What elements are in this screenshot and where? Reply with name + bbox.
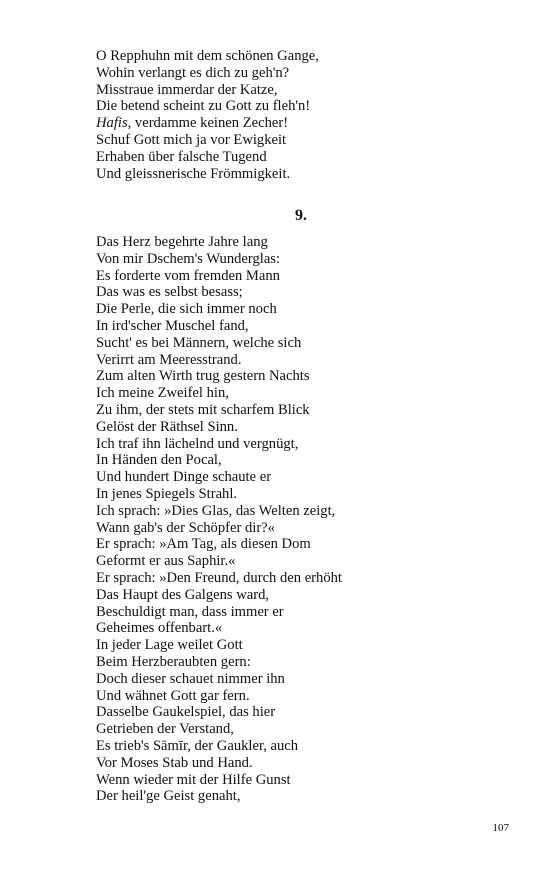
poem-line: Verirrt am Meeresstrand. — [96, 351, 242, 368]
poem-line: Die Perle, die sich immer noch — [96, 301, 277, 318]
poem-line: Geheimes offenbart.« — [96, 620, 223, 637]
poem-line: Gelöst der Räthsel Sinn. — [96, 418, 238, 435]
poem-line: Dasselbe Gaukelspiel, das hier — [96, 704, 276, 721]
poem-line: Die betend scheint zu Gott zu fleh'n! — [96, 98, 311, 115]
poem-line: Und gleissnerische Frömmigkeit. — [96, 165, 291, 182]
poem-line: Vor Moses Stab und Hand. — [96, 754, 253, 771]
poem-line: In jenes Spiegels Strahl. — [96, 485, 238, 502]
poem-line: Geformt er aus Saphir.« — [96, 553, 236, 570]
poem-line: Zum alten Wirth trug gestern Nachts — [96, 368, 310, 385]
poem-line: Es forderte vom fremden Mann — [96, 267, 280, 284]
poem-line: Sucht' es bei Männern, welche sich — [96, 334, 302, 351]
poem-line: Schuf Gott mich ja vor Ewigkeit — [96, 131, 287, 148]
poem-line: Ich traf ihn lächelnd und vergnügt, — [96, 435, 299, 452]
line-remainder: , verdamme keinen Zecher! — [127, 115, 289, 132]
poem-line: Er sprach: »Am Tag, als diesen Dom — [96, 536, 311, 553]
poem-line: In ird'scher Muschel fand, — [96, 317, 249, 334]
poem-line: Und hundert Dinge schaute er — [96, 469, 272, 486]
poem-line: Das Haupt des Galgens ward, — [96, 586, 270, 603]
poem-line: Das Herz begehrte Jahre lang — [96, 234, 268, 250]
poem-line: Von mir Dschem's Wunderglas: — [96, 250, 281, 267]
poem-line: Das was es selbst besass; — [96, 284, 243, 301]
poem-line: Ich sprach: »Dies Glas, das Welten zeigt, — [96, 502, 336, 519]
poem-line: Getrieben der Verstand, — [96, 721, 234, 738]
poem-line: Es trieb's Sāmīr, der Gaukler, auch — [96, 737, 299, 754]
poem-line: O Repphuhn mit dem schönen Gange, — [96, 48, 319, 64]
poem-line: Er sprach: »Den Freund, durch den erhöht — [96, 569, 342, 586]
poem-line: Wann gab's der Schöpfer dir?« — [96, 519, 275, 536]
poem-line-with-italic-name — [96, 115, 319, 132]
poem-line: Beschuldigt man, dass immer er — [96, 603, 284, 620]
poem-stanza-main — [96, 234, 342, 805]
section-heading: 9. — [295, 207, 307, 224]
poem-line: Doch dieser schauet nimmer ihn — [96, 670, 285, 687]
poem-line: Und wähnet Gott gar fern. — [96, 687, 250, 704]
poem-line: Wenn wieder mit der Hilfe Gunst — [96, 771, 291, 788]
poem-line: Zu ihm, der stets mit scharfem Blick — [96, 401, 310, 418]
poem-line: In jeder Lage weilet Gott — [96, 637, 243, 654]
poem-line: Ich meine Zweifel hin, — [96, 385, 229, 402]
poem-line: Erhaben über falsche Tugend — [96, 148, 267, 165]
poem-line: Wohin verlangt es dich zu geh'n? — [96, 64, 290, 81]
poem-stanza-top — [96, 48, 319, 182]
poem-line: Der heil'ge Geist genaht, — [96, 788, 241, 805]
poem-line: Beim Herzberaubten gern: — [96, 653, 251, 670]
poem-line: In Händen den Pocal, — [96, 452, 222, 469]
page-number: 107 — [492, 822, 509, 834]
italic-name-hafis: Hafis — [96, 115, 128, 132]
poem-line: Misstraue immerdar der Katze, — [96, 81, 278, 98]
